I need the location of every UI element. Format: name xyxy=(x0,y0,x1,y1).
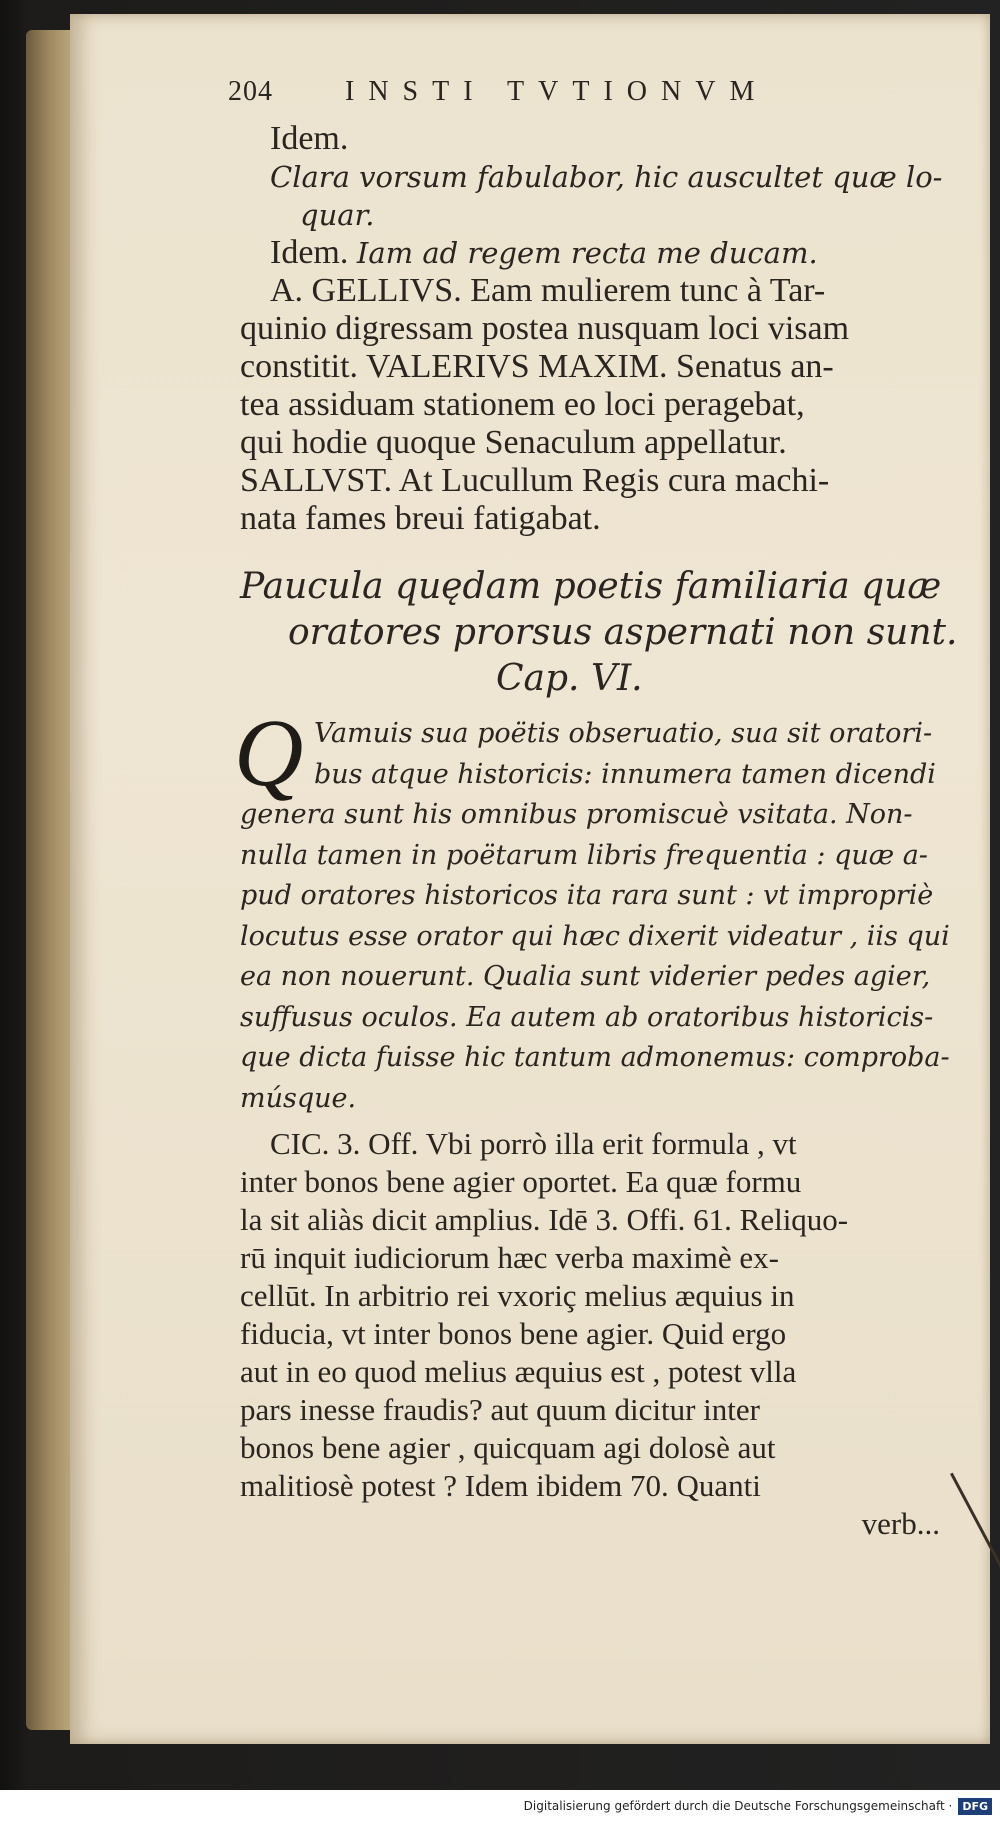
dfg-logo: DFG xyxy=(958,1798,992,1815)
text-line: Clara vorsum fabulabor, hic auscultet quæ lo- xyxy=(270,160,943,194)
text-line: cellūt. In arbitrio rei vxoriç melius æquius in xyxy=(240,1278,795,1313)
text-line: pars inesse fraudis? aut quum dicitur inter xyxy=(240,1392,760,1427)
chapter-title-line: Paucula quędam poetis familiaria quæ xyxy=(240,566,942,607)
text-line: fiducia, vt inter bonos bene agier. Quid ergo xyxy=(240,1316,787,1351)
chapter-number: Cap. VI. xyxy=(496,658,643,699)
text-line: locutus esse orator qui hæc dixerit videatur , iis qui xyxy=(240,920,950,952)
text-line: quinio digressam postea nusquam loci visam xyxy=(240,310,850,347)
drop-cap: Q xyxy=(234,699,304,806)
footer-credit: Digitalisierung gefördert durch die Deutsche Forschungsgemeinschaft · xyxy=(523,1799,953,1813)
text-line: la sit aliàs dicit amplius. Idē 3. Offi. 61. Reliquo- xyxy=(240,1202,849,1237)
text-line: SALLVST. At Lucullum Regis cura machi- xyxy=(240,462,830,499)
running-head-title: INSTI TVTIONVM xyxy=(345,76,769,107)
text-line: Idem. xyxy=(270,120,349,157)
text-line: nata fames breui fatigabat. xyxy=(240,500,601,537)
digitization-footer xyxy=(0,1790,1000,1822)
text-line: músque. xyxy=(240,1082,357,1114)
text-span-roman: Idem. xyxy=(270,234,349,271)
text-line: que dicta fuisse hic tantum admonemus: comproba- xyxy=(240,1042,950,1073)
chapter-heading xyxy=(240,564,980,702)
text-span-italic: Iam ad regem recta me ducam. xyxy=(356,236,818,270)
text-line: malitiosè potest ? Idem ibidem 70. Quanti xyxy=(240,1468,761,1503)
text-line: ea non nouerunt. Qualia sunt viderier pedes agier, xyxy=(240,961,931,992)
text-line: bonos bene agier , quicquam agi dolosè aut xyxy=(240,1430,776,1465)
text-line: Vamuis sua poëtis obseruatio, sua sit oratori- xyxy=(314,718,933,749)
running-header xyxy=(228,76,980,120)
text-line: nulla tamen in poëtarum libris frequentia : quæ a- xyxy=(240,839,928,871)
top-text-block xyxy=(240,120,980,538)
chapter-title-line: oratores prorsus aspernati non sunt. xyxy=(288,612,958,653)
page-number: 204 xyxy=(228,76,273,107)
text-line: suffusus oculos. Ea autem ab oratoribus historicis- xyxy=(240,1001,934,1033)
catchword: verb... xyxy=(861,1506,940,1541)
text-line: tea assiduam stationem eo loci peragebat, xyxy=(240,386,805,423)
text-line: CIC. 3. Off. Vbi porrò illa erit formula , vt xyxy=(270,1126,797,1161)
page-text-area xyxy=(228,76,980,1543)
text-line: A. GELLIVS. Eam mulierem tunc à Tar- xyxy=(270,272,826,309)
text-line: inter bonos bene agier oportet. Ea quæ formu xyxy=(240,1164,802,1199)
text-line: aut in eo quod melius æquius est , potest vlla xyxy=(240,1354,797,1389)
text-line: pud oratores historicos ita rara sunt : vt impropriè xyxy=(240,880,934,911)
italic-paragraph xyxy=(234,699,980,1119)
text-line: quar. xyxy=(300,198,375,232)
roman-paragraph xyxy=(240,1125,980,1543)
book-page xyxy=(70,14,990,1744)
text-line: genera sunt his omnibus promiscuè vsitata. Non- xyxy=(240,799,913,830)
text-line: constitit. VALERIVS MAXIM. Senatus an- xyxy=(240,348,834,385)
text-line: rū inquit iudiciorum hæc verba maximè ex- xyxy=(240,1240,779,1275)
text-line xyxy=(240,234,980,272)
text-line: bus atque historicis: innumera tamen dicendi xyxy=(314,758,936,790)
text-line: qui hodie quoque Senaculum appellatur. xyxy=(240,424,787,461)
